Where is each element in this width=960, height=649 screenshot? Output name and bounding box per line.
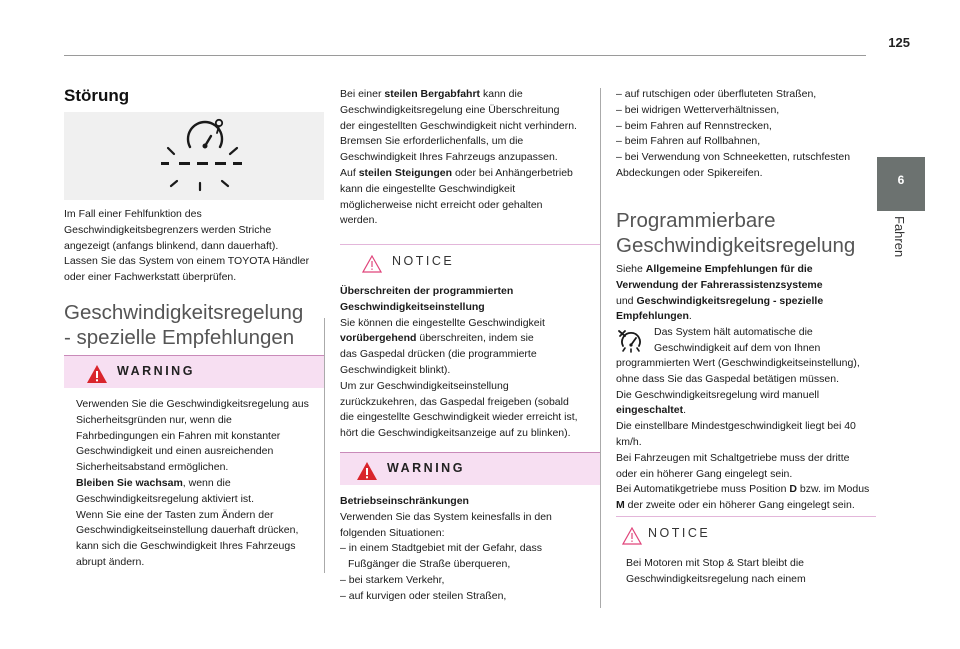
section-title-cruise-recommendations: Geschwindigkeitsregelung - spezielle Empfehlungen — [64, 301, 304, 349]
warning-box-1 — [64, 355, 324, 571]
icon-text: Das System hält automatische die Geschwindigkeit auf dem von Ihnen — [654, 326, 821, 354]
stoerung-title: Störung — [64, 86, 130, 105]
cruise-control-speedometer-icon — [617, 328, 645, 354]
speedometer-dashes-icon — [64, 112, 324, 200]
column-rule-2 — [600, 88, 601, 608]
warning-title-2: WARNING — [387, 461, 465, 475]
notice-text-2: Bei Motoren mit Stop & Start bleibt die Geschwindigkeitsregelung nach einem — [626, 557, 806, 585]
warning-box-2 — [340, 452, 600, 608]
chapter-label: Fahren — [892, 216, 907, 258]
situations-list: – auf rutschigen oder überfluteten Straßen, – bei widrigen Wetterverhältnissen, – beim Fahren auf Rennstrecken, – beim Fahren auf Rollbahnen, – bei Verwendung von Schneeketten, rutschfesten Abdeckungen oder Spikereifen. — [616, 88, 851, 179]
section-title-programmable-cruise: Programmierbare Geschwindigkeitsregelung — [616, 209, 856, 257]
header-rule — [64, 55, 866, 56]
column-rule-1 — [324, 318, 325, 573]
notice-box-2 — [616, 516, 876, 596]
notice-text: Überschreiten der programmierten Geschwindigkeitseinstellung Sie können die eingestellte Geschwindigkeit vorübergehend überschreiten, indem sie das Gaspedal drücken (die programmierte Geschwindigkeit blinkt). Um zur Geschwindigkeitseinstellung zurückzukehren, das Gaspedal freigeben (sobald die eingestellte Geschwindigkeit wieder erreicht ist, hört die Geschwindigkeitsanzeige auf zu blinken). — [340, 285, 578, 440]
speed-limiter-fault-illustration — [64, 112, 324, 200]
stoerung-text: Im Fall einer Fehlfunktion des Geschwindigkeitsbegrenzers werden Striche angezeigt (anfangs blinkend, dann dauerhaft). Lassen Sie das System von einem TOYOTA Händler oder einer Fachwerkstatt überprüfen. — [64, 208, 310, 284]
downhill-text: Bei einer steilen Bergabfahrt kann die Geschwindigkeitsregelung eine Überschreitung der eingestellten Geschwindigkeit nicht verhindern. Bremsen Sie erforderlichenfalls, um die Geschwindigkeit Ihres Fahrzeugs anzupassen. Auf steilen Steigungen oder bei Anhängerbetrieb kann die eingestellte Geschwindigkeit möglicherweise nicht erreicht oder gehalten werden. — [340, 88, 577, 227]
warning-triangle-icon — [86, 364, 108, 384]
warning-text-2: Betriebseinschränkungen Verwenden Sie das System keinesfalls in den folgenden Situationen: – in einem Stadtgebiet mit der Gefahr, dass Fußgänger die Straße überqueren, – bei starkem Verkehr, – auf kurvigen oder steilen Straßen, — [340, 495, 552, 602]
programmable-body-text: programmierten Wert (Geschwindigkeitseinstellung), ohne dass Sie das Gaspedal betätigen müssen. Die Geschwindigkeitsregelung wird manuell eingeschaltet. Die einstellbare Mindestgeschwindigkeit liegt bei 40 km/h. Bei Fahrzeugen mit Schaltgetriebe muss der dritte oder ein höherer Gang eingelegt sein. Bei Automatikgetriebe muss Position D bzw. im Modus M der zweite oder ein höherer Gang eingelegt sein. — [616, 357, 870, 512]
notice-title: NOTICE — [392, 254, 455, 268]
page-number: 125 — [888, 35, 910, 50]
notice-title-2: NOTICE — [648, 526, 711, 540]
siehe-text: Siehe Allgemeine Empfehlungen für die Verwendung der Fahrerassistenzsysteme und Geschwindigkeitsregelung - spezielle Empfehlungen. — [616, 263, 824, 323]
chapter-number: 6 — [897, 173, 905, 187]
notice-triangle-icon — [362, 255, 382, 273]
warning-text: Verwenden Sie die Geschwindigkeitsregelung aus Sicherheitsgründen nur, wenn die Fahrbedingungen ein Fahren mit konstanter Geschwindigkeit und einen ausreichenden Sicherheitsabstand ermöglichen. Bleiben Sie wachsam, wenn die Geschwindigkeitsregelung aktiviert ist. Wenn Sie eine der Tasten zum Ändern der Geschwindigkeitseinstellung dauerhaft drücken, kann sich die Geschwindigkeit Ihres Fahrzeugs abrupt ändern. — [76, 398, 309, 568]
warning-title: WARNING — [117, 364, 195, 378]
notice-box-1 — [340, 244, 600, 444]
notice-triangle-icon-2 — [622, 527, 642, 545]
chapter-tab[interactable] — [877, 157, 925, 211]
warning-triangle-icon-2 — [356, 461, 378, 481]
